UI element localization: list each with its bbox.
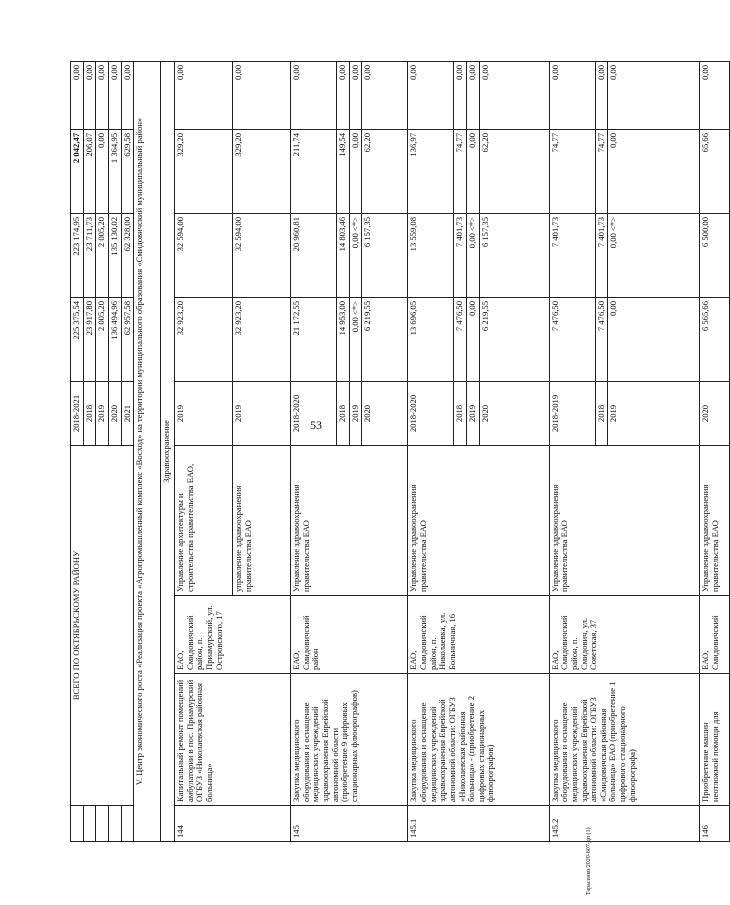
amount-cell: 223 174,95	[71, 214, 84, 298]
section-row	[134, 62, 161, 842]
amount-cell: 136,97	[408, 130, 454, 214]
amount-cell: 0,00	[349, 130, 362, 214]
amount-cell: 149,54	[337, 130, 350, 214]
amount-cell: 0,00 <*>	[467, 214, 480, 298]
item-row	[549, 62, 595, 842]
amount-cell: 0,00	[608, 298, 700, 382]
amount-cell: 0,00	[549, 62, 595, 130]
blank-cell	[83, 806, 96, 842]
amount-cell: 0,00	[595, 62, 608, 130]
amount-cell: 62,20	[362, 130, 408, 214]
amount-cell: 32 923,20	[175, 298, 233, 382]
totals-row	[71, 62, 84, 842]
item-address: ЕАО, Смидовичский район, п. Николаевка, ул. Больничная, 16	[408, 596, 549, 674]
year-cell: 2018-2019	[549, 382, 595, 446]
amount-cell: 0,00	[96, 62, 109, 130]
amount-cell: 62 957,58	[121, 298, 134, 382]
item-name: Приобретение машин неотложной помощи для	[700, 674, 730, 806]
amount-cell: 0,00	[700, 62, 730, 130]
table-body	[71, 62, 730, 842]
year-cell: 2020	[479, 382, 549, 446]
document-footer: Тарасенко/2020-607-дп (1)	[586, 827, 592, 895]
year-cell: 2018	[595, 382, 608, 446]
amount-cell: 0,00	[408, 62, 454, 130]
item-row	[408, 62, 454, 842]
amount-cell: 135 130,02	[108, 214, 121, 298]
year-cell: 2018	[337, 382, 350, 446]
amount-cell: 6 219,55	[479, 298, 549, 382]
amount-cell: 0,00	[121, 62, 134, 130]
amount-cell: 0,00	[291, 62, 337, 130]
blank-cell	[108, 806, 121, 842]
amount-cell: 14 953,00	[337, 298, 350, 382]
item-name: Закупка медицинского оборудования и оснащение медицинских учреждений здравоохранения Еврейской автономной области (приобретение 9 цифровых стационарных флюорографов)	[291, 674, 408, 806]
amount-cell: 14 803,46	[337, 214, 350, 298]
year-cell: 2019	[467, 382, 480, 446]
amount-cell: 0,00	[83, 62, 96, 130]
amount-cell: 62 328,00	[121, 214, 134, 298]
amount-cell: 13 559,08	[408, 214, 454, 298]
amount-cell: 6 500,00	[700, 214, 730, 298]
amount-cell: 0,00	[337, 62, 350, 130]
item-row	[291, 62, 337, 842]
item-address: ЕАО, Смидовичский	[700, 596, 730, 674]
amount-cell: 32 923,20	[233, 298, 291, 382]
amount-cell: 7 401,73	[454, 214, 467, 298]
responsible-body: Управление здравоохранения правительства ЕАО	[408, 446, 549, 596]
amount-cell: 0,00	[233, 62, 291, 130]
amount-cell: 136 494,96	[108, 298, 121, 382]
amount-cell: 2 005,20	[96, 298, 109, 382]
year-cell: 2019	[349, 382, 362, 446]
amount-cell: 21 172,55	[291, 298, 337, 382]
amount-cell: 32 594,00	[175, 214, 233, 298]
amount-cell: 211,74	[291, 130, 337, 214]
amount-cell: 62,20	[479, 130, 549, 214]
year-cell: 2020	[108, 382, 121, 446]
amount-cell: 0,00	[479, 62, 549, 130]
page-number: 53	[310, 418, 322, 432]
amount-cell: 0,00	[454, 62, 467, 130]
year-cell: 2018	[83, 382, 96, 446]
amount-cell: 0,00 <*>	[608, 214, 700, 298]
amount-cell: 0,00	[467, 62, 480, 130]
year-cell: 2019	[233, 382, 291, 446]
amount-cell: 0,00	[349, 62, 362, 130]
amount-cell: 13 696,05	[408, 298, 454, 382]
year-cell: 2018-2020	[291, 382, 337, 446]
amount-cell: 0,00	[608, 62, 700, 130]
responsible-body: Управление здравоохранения правительства ЕАО	[291, 446, 408, 596]
amount-cell: 6 219,55	[362, 298, 408, 382]
blank-cell	[121, 806, 134, 842]
year-cell: 2019	[96, 382, 109, 446]
amount-cell: 74,77	[454, 130, 467, 214]
amount-cell: 2 005,20	[96, 214, 109, 298]
amount-cell: 20 960,81	[291, 214, 337, 298]
year-cell: 2019	[608, 382, 700, 446]
year-cell: 2020	[362, 382, 408, 446]
item-number: 145.1	[408, 806, 549, 842]
amount-cell: 329,20	[233, 130, 291, 214]
amount-cell: 0,00	[608, 130, 700, 214]
item-number: 144	[175, 806, 291, 842]
amount-cell: 0,00	[108, 62, 121, 130]
amount-cell: 6 157,35	[479, 214, 549, 298]
amount-cell: 0,00 <*>	[349, 214, 362, 298]
subsection-row	[161, 62, 175, 842]
subsection-title: Здравоохранение	[161, 62, 175, 842]
amount-cell: 1 364,95	[108, 130, 121, 214]
amount-cell: 0,00	[71, 62, 84, 130]
rotated-table-container	[70, 62, 720, 842]
item-row	[700, 62, 730, 842]
item-address: ЕАО, Смидовичский район, п. Смидович, ул. Советская, 37	[549, 596, 700, 674]
amount-cell: 206,07	[83, 130, 96, 214]
year-cell: 2019	[175, 382, 233, 446]
responsible-body: Управление здравоохранения правительства ЕАО	[549, 446, 700, 596]
amount-cell: 23 711,73	[83, 214, 96, 298]
year-cell: 2018-2021	[71, 382, 84, 446]
item-address: ЕАО, Смидовичский район, п. Приамурский, ул. Островского, 17	[175, 596, 291, 674]
responsible-body: Управление здравоохранения правительства ЕАО	[700, 446, 730, 596]
item-name: Капитальный ремонт помещений амбулатории в пос. Приамурский ОГБУЗ «Николаевская районная больница»	[175, 674, 291, 806]
amount-cell: 6 565,66	[700, 298, 730, 382]
amount-cell: 2 042,47	[71, 130, 84, 214]
amount-cell: 32 594,00	[233, 214, 291, 298]
amount-cell: 7 476,50	[549, 298, 595, 382]
amount-cell: 7 476,50	[595, 298, 608, 382]
amount-cell: 7 401,73	[595, 214, 608, 298]
item-number: 145	[291, 806, 408, 842]
item-number: 146	[700, 806, 730, 842]
totals-label: ВСЕГО ПО ОКТЯБРЬСКОМУ РАЙОНУ	[71, 446, 134, 806]
amount-cell: 225 375,54	[71, 298, 84, 382]
amount-cell: 23 917,80	[83, 298, 96, 382]
amount-cell: 7 401,73	[549, 214, 595, 298]
item-name: Закупка медицинского оборудования и оснащение медицинских учреждений здравоохранения Еврейской автономной области: ОГБУЗ «Николаевская районная больница» - (приобретение 2 цифровых стационарных флюорографов)	[408, 674, 549, 806]
item-address: ЕАО, Смидовичский район	[291, 596, 408, 674]
amount-cell: 74,77	[595, 130, 608, 214]
responsible-body: Управление архитектуры и строительства правительства ЕАО,	[175, 446, 233, 596]
amount-cell: 65,66	[700, 130, 730, 214]
amount-cell: 0,00	[175, 62, 233, 130]
amount-cell: 329,20	[175, 130, 233, 214]
amount-cell: 74,77	[549, 130, 595, 214]
section-title: V. Центр экономического роста «Реализация проекта «Агропромышленный комплекс «Восход» на территории муниципального образования «Смидовичский муниципальный район»	[134, 62, 161, 842]
amount-cell: 0,00	[362, 62, 408, 130]
item-row	[175, 62, 233, 842]
amount-cell: 7 476,50	[454, 298, 467, 382]
responsible-body: управление здравоохранения правительства ЕАО	[233, 446, 291, 596]
item-name: Закупка медицинского оборудования и оснащение медицинских учреждений здравоохранения Еврейской автономной области: ОГБУЗ «Смидовичская районная больница» ЕАО (приобретение 1 цифрового стационарного флюорографа)	[549, 674, 700, 806]
item-number: 145.2	[549, 806, 700, 842]
blank-cell	[71, 806, 84, 842]
amount-cell: 0,00 <*>	[349, 298, 362, 382]
amount-cell: 629,58	[121, 130, 134, 214]
year-cell: 2018-2020	[408, 382, 454, 446]
year-cell: 2021	[121, 382, 134, 446]
amount-cell: 0,00	[467, 130, 480, 214]
amount-cell: 0,00	[96, 130, 109, 214]
amount-cell: 0,00	[467, 298, 480, 382]
year-cell: 2020	[700, 382, 730, 446]
amount-cell: 6 157,35	[362, 214, 408, 298]
budget-table	[70, 61, 730, 842]
blank-cell	[96, 806, 109, 842]
year-cell: 2018	[454, 382, 467, 446]
